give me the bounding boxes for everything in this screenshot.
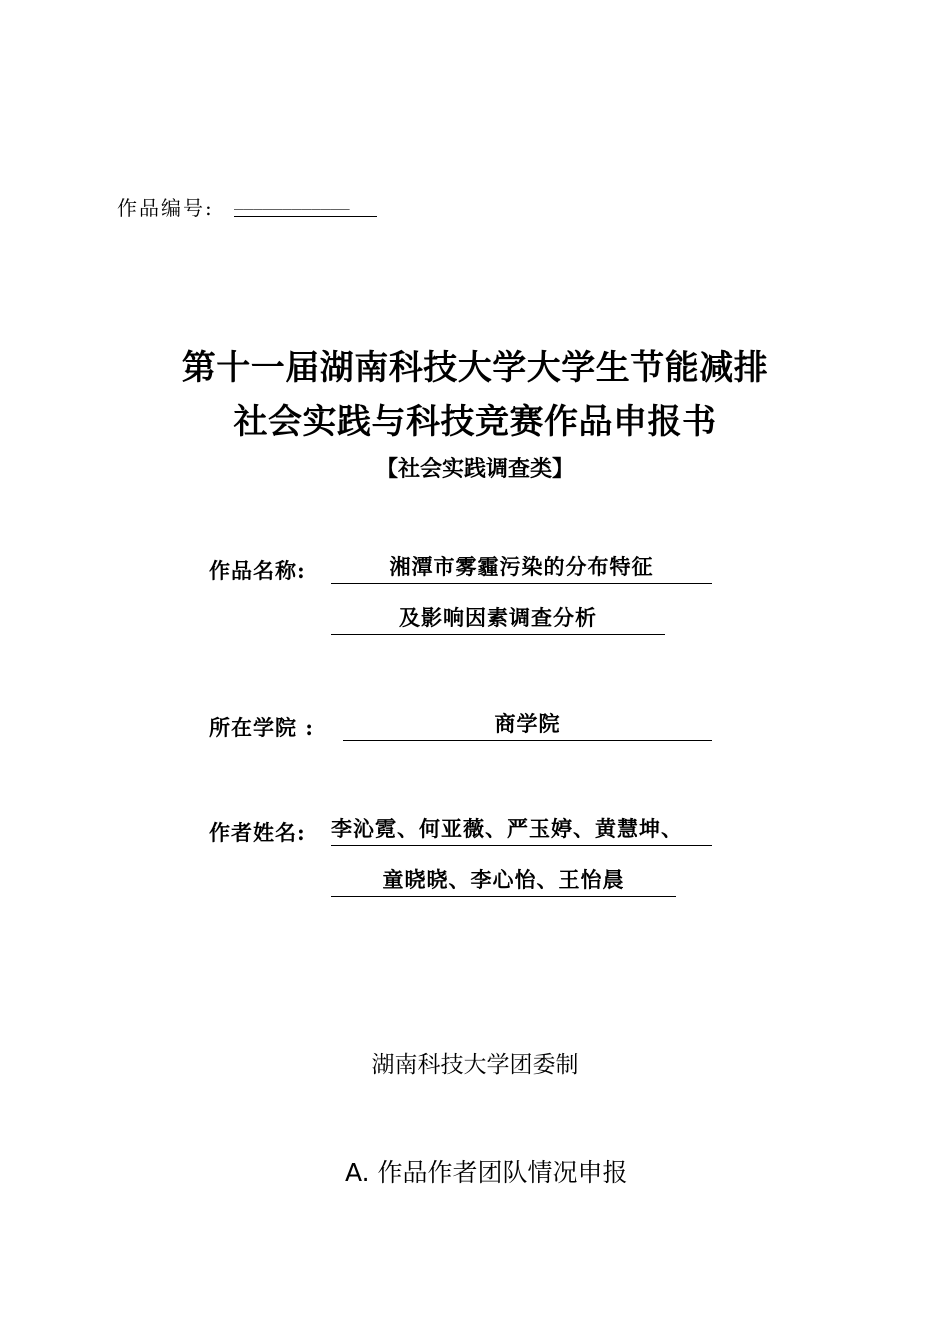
document-title-line-1: 第十一届湖南科技大学大学生节能减排 bbox=[181, 348, 769, 388]
serial-number-label: 作品编号: bbox=[117, 196, 214, 220]
school-label: 所在学院 : bbox=[209, 715, 315, 740]
authors-line-2: 童晓晓、李心怡、王怡晨 bbox=[331, 866, 676, 897]
issuing-organization: 湖南科技大学团委制 bbox=[371, 1052, 579, 1078]
school-value: 商学院 bbox=[343, 710, 712, 741]
work-name-label: 作品名称: bbox=[209, 558, 306, 583]
section-heading: A. 作品作者团队情况申报 bbox=[345, 1158, 628, 1187]
document-title-line-2: 社会实践与科技竞赛作品申报书 bbox=[233, 402, 717, 442]
serial-number-field[interactable]: ____________ bbox=[234, 192, 377, 217]
authors-label: 作者姓名: bbox=[209, 820, 306, 845]
work-name-line-2: 及影响因素调查分析 bbox=[331, 604, 665, 635]
authors-line-1: 李沁霓、何亚薇、严玉婷、黄慧坤、 bbox=[331, 815, 712, 846]
work-name-line-1: 湘潭市雾霾污染的分布特征 bbox=[331, 553, 712, 584]
category-subtitle: 【社会实践调查类】 bbox=[375, 456, 574, 482]
